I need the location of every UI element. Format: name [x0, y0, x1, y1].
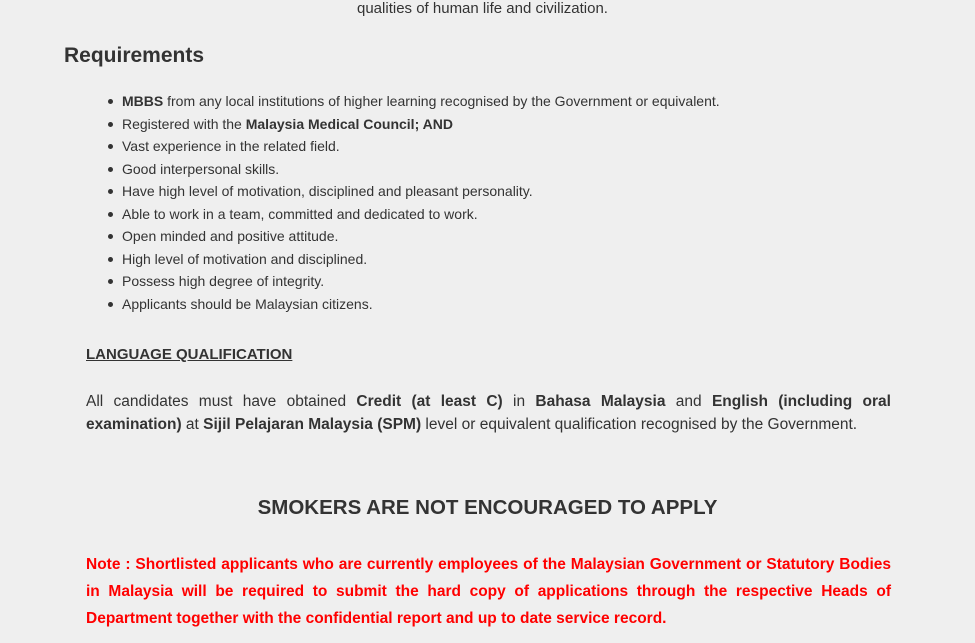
- list-item: [122, 135, 720, 158]
- lang-text: at: [181, 416, 204, 433]
- lang-text: level or equivalent qualification recognised by the Government.: [421, 416, 858, 433]
- list-item: [122, 225, 720, 248]
- lang-text: in: [502, 393, 536, 410]
- item-text: Vast experience in the related field.: [122, 138, 340, 154]
- item-text: High level of motivation and disciplined.: [122, 250, 368, 267]
- lang-bold-text: Sijil Pelajaran Malaysia (SPM): [203, 416, 422, 433]
- item-text: Registered with the: [122, 115, 246, 132]
- lang-bold-text: Bahasa Malaysia: [535, 393, 666, 410]
- intro-text: qualities of human life and civilization.: [357, 0, 608, 17]
- list-item: [122, 113, 720, 136]
- item-text: Able to work in a team, committed and dedicated to work.: [122, 205, 478, 222]
- item-text: Have high level of motivation, disciplined and pleasant personality.: [122, 183, 533, 199]
- note-paragraph: Note : Shortlisted applicants who are currently employees of the Malaysian Government or Statutory Bodies in Malaysia will be required to submit the hard copy of applications through the respective Heads of Department together with the confidential report and up to date service record.: [86, 556, 891, 627]
- list-item: [122, 90, 720, 113]
- list-item: [122, 180, 720, 203]
- requirements-heading: Requirements: [64, 44, 205, 67]
- item-text: from any local institutions of higher learning recognised by the Government or equivalent.: [163, 93, 720, 109]
- smokers-notice: SMOKERS ARE NOT ENCOURAGED TO APPLY: [257, 496, 718, 519]
- list-item: [122, 293, 720, 316]
- requirements-list: [122, 90, 720, 315]
- lang-bold-text: Credit (at least C): [356, 393, 503, 410]
- item-text: Open minded and positive attitude.: [122, 228, 339, 244]
- lang-bold-text: English (including oral examination): [86, 393, 891, 433]
- list-item: [122, 270, 720, 293]
- list-item: [122, 158, 720, 181]
- item-bold-text: MBBS: [122, 93, 164, 109]
- list-item: [122, 248, 720, 271]
- item-text: Good interpersonal skills.: [122, 160, 280, 177]
- item-bold-text: Malaysia Medical Council; AND: [245, 115, 453, 132]
- lang-text: and: [665, 393, 712, 410]
- list-item: [122, 203, 720, 226]
- lang-text: All candidates must have obtained: [86, 393, 357, 410]
- item-text: Applicants should be Malaysian citizens.: [122, 295, 373, 312]
- language-qualification-heading: LANGUAGE QUALIFICATION: [86, 346, 293, 363]
- item-text: Possess high degree of integrity.: [122, 273, 325, 289]
- language-qualification-paragraph: [86, 390, 891, 436]
